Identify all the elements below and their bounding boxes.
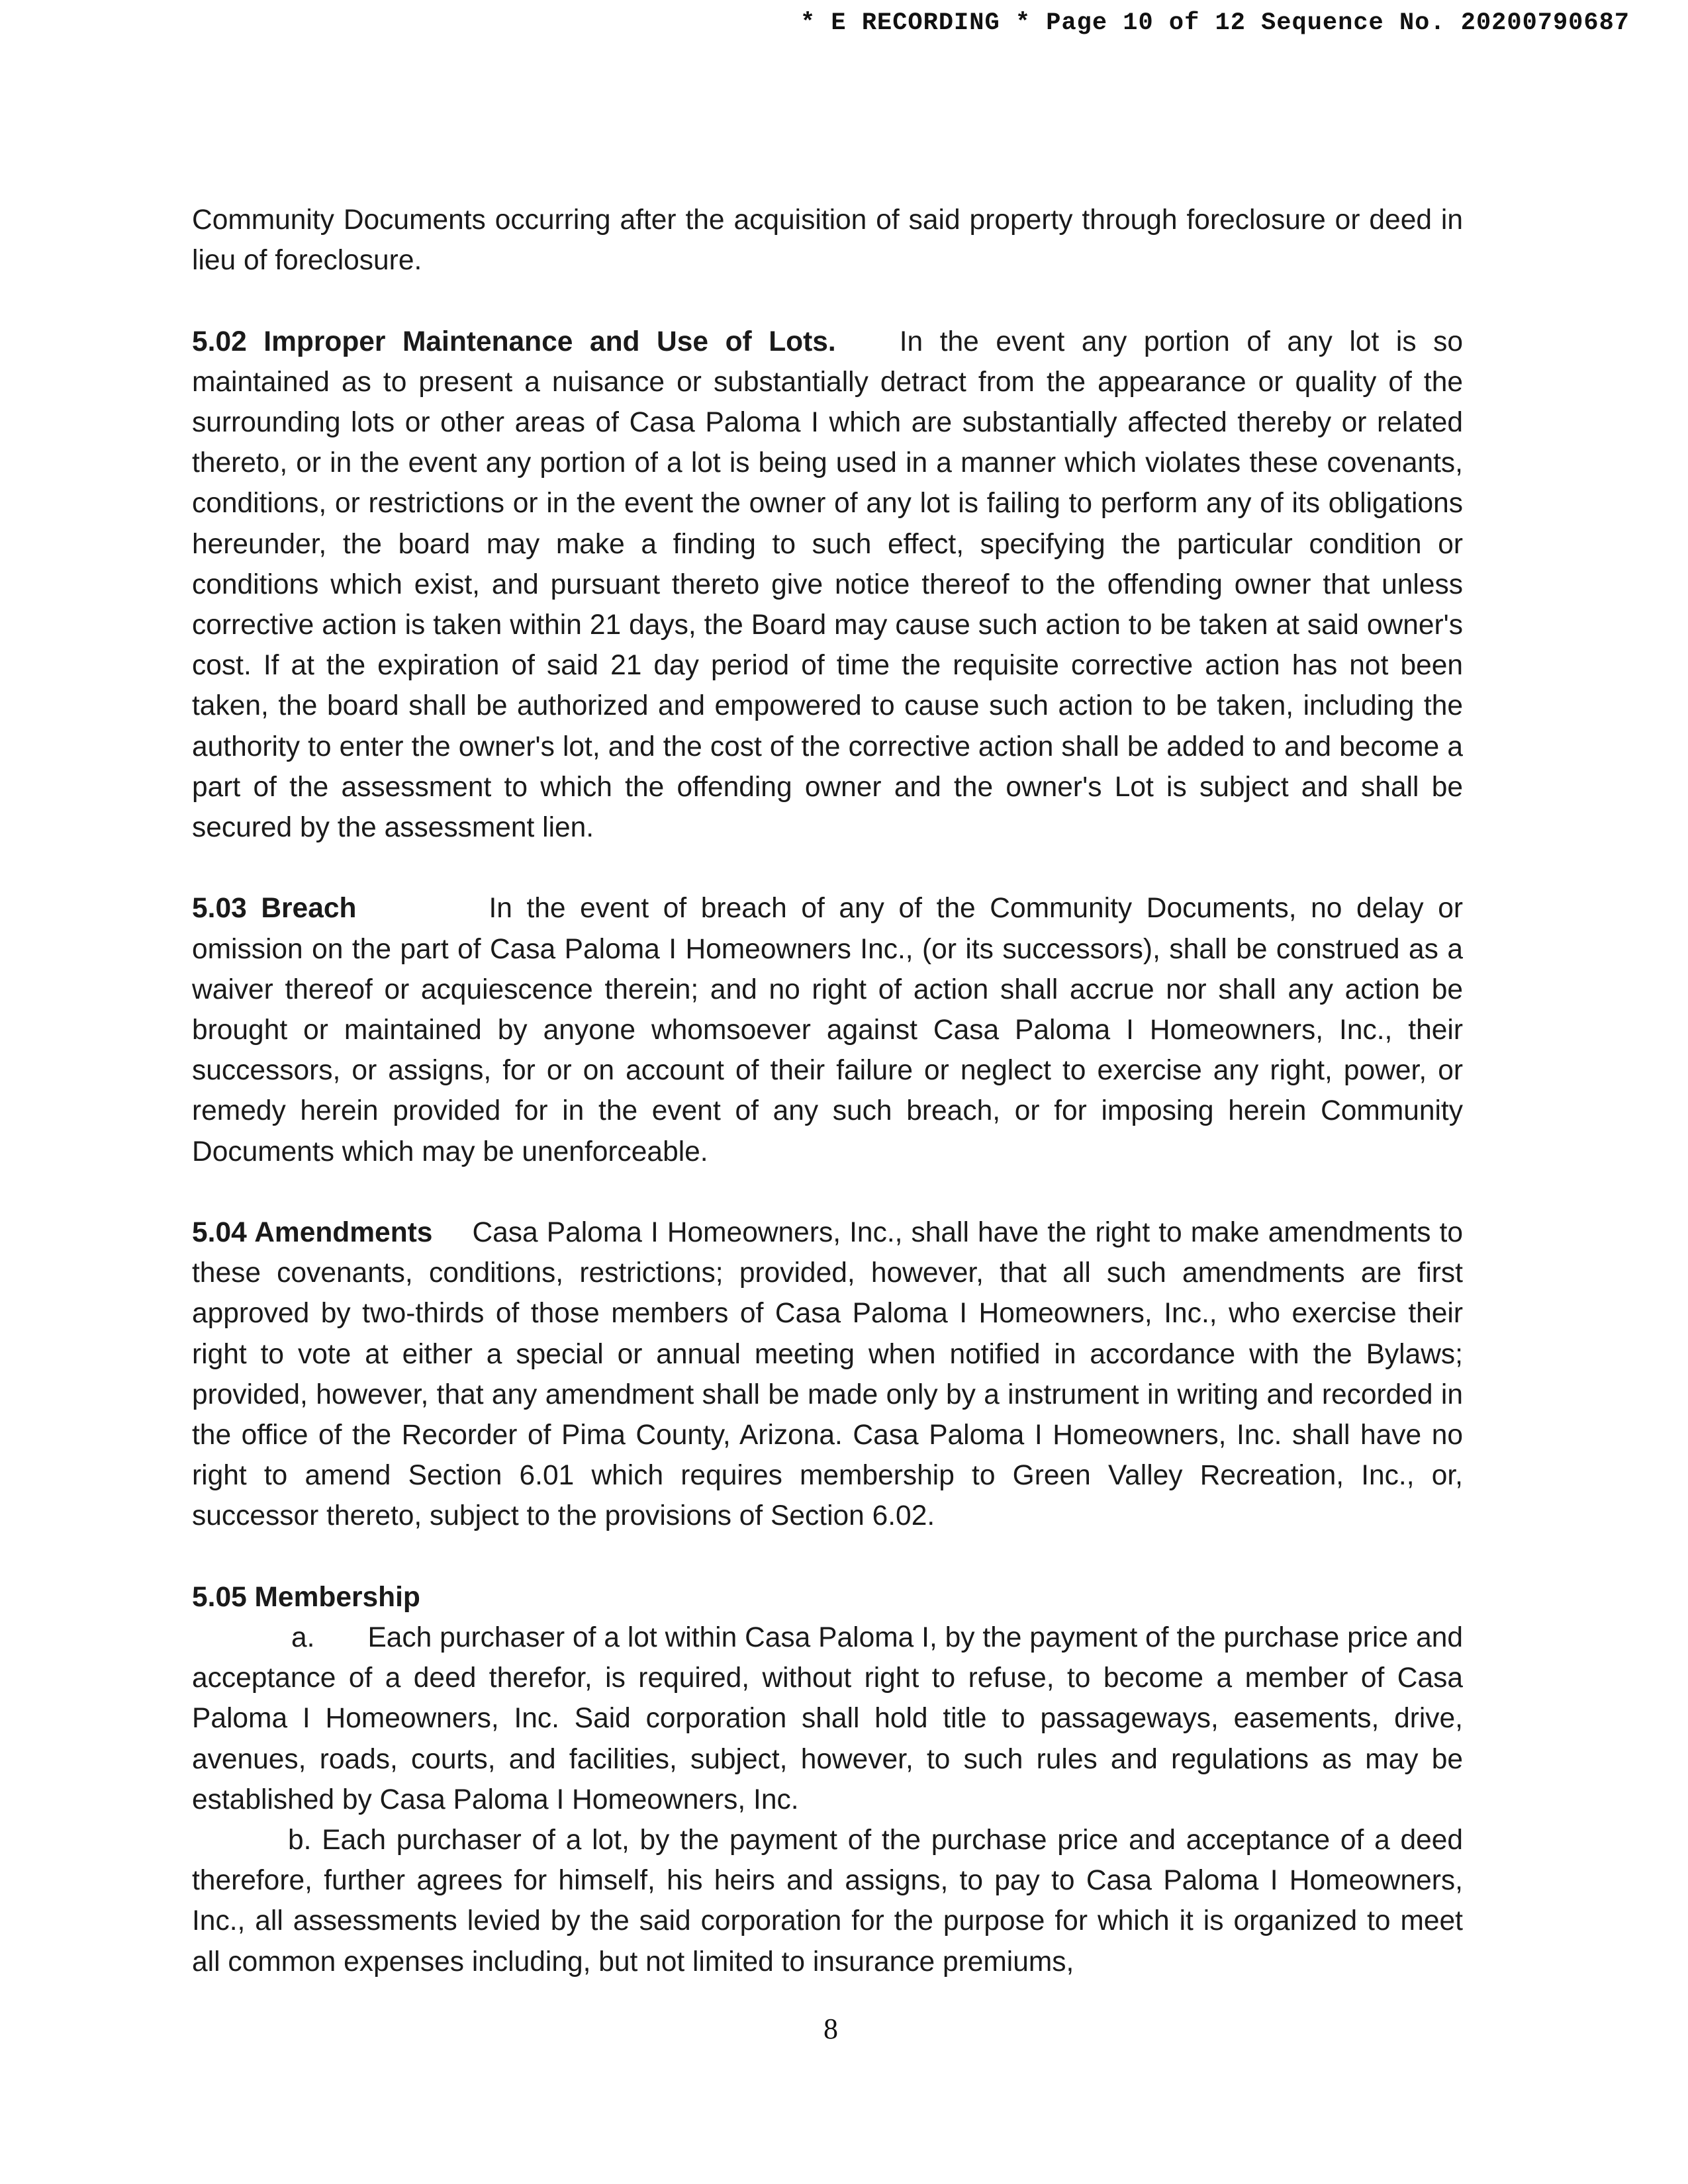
section-503-heading: 5.03 Breach bbox=[192, 893, 357, 925]
continuation-paragraph: Community Documents occurring after the acquisition of said property through foreclosure or deed in lieu of foreclosure. bbox=[192, 205, 1463, 277]
section-505-item-b-label: b. bbox=[288, 1825, 312, 1856]
section-505-heading: 5.05 Membership bbox=[192, 1581, 420, 1613]
page-number: 8 bbox=[823, 2013, 838, 2045]
section-505-item-b bbox=[192, 1820, 1463, 1982]
document-body bbox=[192, 200, 1463, 1982]
recording-stamp: * E RECORDING * Page 10 of 12 Sequence No. 20200790687 bbox=[800, 9, 1630, 37]
section-503 bbox=[192, 888, 1463, 1171]
section-505-item-b-text: Each purchaser of a lot, by the payment of the purchase price and acceptance of a deed therefore, further agrees for himself, his heirs and assigns, to pay to Casa Paloma I Homeowners, Inc., all assessments levied by the said corporation for the purpose for which it is organized to meet all common expenses including, but not limited to insurance premiums, bbox=[192, 1825, 1463, 1978]
section-505-item-a-text: Each purchaser of a lot within Casa Paloma I, by the payment of the purchase price and acceptance of a deed therefor, is required, without right to refuse, to become a member of Casa Paloma I Homeowners, Inc. Said corporation shall hold title to passageways, easements, drive, avenues, roads, courts, and facilities, subject, however, to such rules and regulations as may be established by Casa Paloma I Homeowners, Inc. bbox=[192, 1622, 1463, 1815]
section-504-heading: 5.04 Amendments bbox=[192, 1217, 433, 1249]
section-502-text: In the event any portion of any lot is so maintained as to present a nuisance or substantially detract from the appearance or quality of the surrounding lots or other areas of Casa Paloma I which are substantially affected thereby or related thereto, or in the event any portion of a lot is being used in a manner which violates these covenants, conditions, or restrictions or in the event the owner of any lot is failing to perform any of its obligations hereunder, the board may make a finding to such effect, specifying the particular condition or conditions which exist, and pursuant thereto give notice thereof to the offending owner that unless corrective action is taken within 21 days, the Board may cause such action to be taken at said owner's cost. If at the expiration of said 21 day period of time the requisite corrective action has not been taken, the board shall be authorized and empowered to cause such action to be taken, including the authority to enter the owner's lot, and the cost of the corrective action shall be added to and become a part of the assessment to which the offending owner and the owner's Lot is subject and shall be secured by the assessment lien. bbox=[192, 326, 1464, 844]
section-503-text: In the event of breach of any of the Community Documents, no delay or omission on the part of Casa Paloma I Homeowners Inc., (or its successors), shall be construed as a waiver thereof or acquiescence therein; and no right of action shall accrue nor shall any action be brought or maintained by anyone whomsoever against Casa Paloma I Homeowners, Inc., their successors, or assigns, for or on account of their failure or neglect to exercise any right, power, or remedy herein provided for in the event of any such breach, or for imposing herein Community Documents which may be unenforceable. bbox=[192, 893, 1463, 1167]
section-505-item-a bbox=[192, 1617, 1463, 1820]
section-504 bbox=[192, 1212, 1463, 1537]
section-502-heading: 5.02 Improper Maintenance and Use of Lots. bbox=[192, 326, 836, 357]
section-505-item-a-label: a. bbox=[291, 1622, 315, 1654]
section-504-text: Casa Paloma I Homeowners, Inc., shall have the right to make amendments to these covenants, conditions, restrictions; provided, however, that all such amendments are first approved by two-thirds of those members of Casa Paloma I Homeowners, Inc., who exercise their right to vote at either a special or annual meeting when notified in accordance with the Bylaws; provided, however, that any amendment shall be made only by a instrument in writing and recorded in the office of the Recorder of Pima County, Arizona. Casa Paloma I Homeowners, Inc. shall have no right to amend Section 6.01 which requires membership to Green Valley Recreation, Inc., or, successor thereto, subject to the provisions of Section 6.02. bbox=[192, 1217, 1463, 1532]
section-502 bbox=[192, 322, 1463, 848]
